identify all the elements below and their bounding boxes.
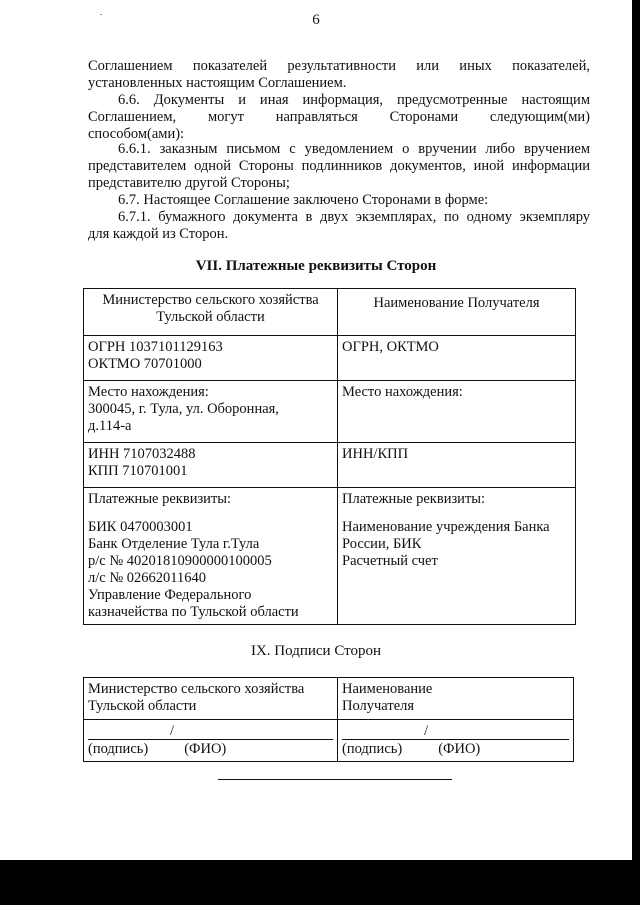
fio-label: (ФИО) [184, 741, 227, 757]
cell-text: Управление Федерального [88, 587, 252, 603]
footer-rule [218, 779, 452, 780]
signature-line [88, 723, 333, 740]
recipient-header-cell [338, 289, 576, 336]
cell-text: Министерство сельского хозяйства [88, 681, 305, 697]
table-row [84, 488, 576, 625]
cell-text: Место нахождения: [88, 384, 209, 400]
cell-text: ИНН 7107032488 [88, 446, 196, 462]
cell-text: Тульской области [156, 309, 265, 325]
ministry-header-cell [84, 289, 338, 336]
paragraph-line: 6.6. Документы и иная информация, предусмотренные настоящим [118, 92, 590, 108]
scan-edge-bottom [0, 860, 640, 905]
ministry-signature-cell [84, 720, 338, 762]
cell-text: Место нахождения: [342, 384, 463, 400]
paragraph-6-7-1 [88, 209, 590, 243]
signature-label: (подпись) [342, 741, 403, 757]
paragraph-line: способом(ами): [88, 126, 185, 142]
table-row [84, 381, 576, 443]
paragraph-6-6-1 [88, 141, 590, 192]
paragraph-6-6 [88, 92, 590, 143]
paragraph-line: 6.6.1. заказным письмом с уведомлением о вручении либо вручением [118, 141, 590, 157]
cell-text: Наименование учреждения Банка [342, 519, 550, 535]
cell-text: ОГРН, ОКТМО [342, 339, 439, 355]
cell-text: Получателя [342, 698, 415, 714]
recipient-signature-cell [338, 720, 574, 762]
table-row [84, 720, 574, 762]
cell-text: Платежные реквизиты: [342, 491, 486, 507]
ministry-signature-header [84, 678, 338, 720]
paragraph-line: представителем одной Стороны подлинников документов, иной информации [88, 158, 590, 174]
inn-left-cell [84, 443, 338, 488]
table-row [84, 289, 576, 336]
paragraph-line: Соглашением показателей результативности или иных показателей, [88, 58, 590, 74]
cell-text: Платежные реквизиты: [88, 491, 232, 507]
paragraph-line: 6.7. Настоящее Соглашение заключено Сторонами в форме: [118, 192, 489, 208]
paragraph-line: Соглашением, могут направляться Сторонами следующим(ми) [88, 109, 590, 125]
cell-text: р/с № 40201810900000100005 [88, 553, 272, 569]
paragraph-6-7 [88, 192, 590, 209]
cell-text: Тульской области [88, 698, 197, 714]
payment-right-cell [338, 488, 576, 625]
location-right-cell [338, 381, 576, 443]
table-row [84, 678, 574, 720]
cell-text: ОКТМО 70701000 [88, 356, 202, 372]
table-row [84, 443, 576, 488]
ogrn-left-cell [84, 336, 338, 381]
table-row [84, 336, 576, 381]
payment-left-cell [84, 488, 338, 625]
cell-text: л/с № 02662011640 [88, 570, 206, 586]
signature-caption [88, 740, 333, 758]
paragraph-line: представителю другой Стороны; [88, 175, 290, 191]
paragraph-line: для каждой из Сторон. [88, 226, 229, 242]
cell-text: Наименование Получателя [373, 295, 540, 311]
cell-text: 300045, г. Тула, ул. Оборонная, [88, 401, 279, 417]
cell-text: России, БИК [342, 536, 422, 552]
cell-text: БИК 0470003001 [88, 519, 193, 535]
signature-line [342, 723, 569, 740]
fio-label: (ФИО) [438, 741, 481, 757]
section-9-title: IX. Подписи Сторон [250, 643, 382, 659]
cell-text: Расчетный счет [342, 553, 438, 569]
inn-right-cell [338, 443, 576, 488]
cell-text: ОГРН 1037101129163 [88, 339, 223, 355]
page-number: 6 [312, 12, 320, 28]
cell-text: Банк Отделение Тула г.Тула [88, 536, 260, 552]
cell-text: КПП 710701001 [88, 463, 188, 479]
signature-slash: / [424, 723, 429, 739]
cell-text: Министерство сельского хозяйства [102, 292, 319, 308]
scan-edge-right [632, 0, 640, 905]
paragraph-line: установленных настоящим Соглашением. [88, 75, 347, 91]
cell-text: д.114-а [88, 418, 132, 434]
ogrn-right-cell [338, 336, 576, 381]
location-left-cell [84, 381, 338, 443]
payment-details-table [83, 288, 576, 625]
signature-slash: / [170, 723, 175, 739]
signature-caption [342, 740, 569, 758]
paragraph-line: 6.7.1. бумажного документа в двух экземплярах, по одному экземпляру [118, 209, 590, 225]
cell-text: казначейства по Тульской области [88, 604, 299, 620]
cell-text: Наименование [342, 681, 433, 697]
signatures-table [83, 677, 574, 762]
cell-text: ИНН/КПП [342, 446, 409, 462]
paragraph-results [88, 58, 590, 92]
signature-label: (подпись) [88, 741, 149, 757]
section-7-title: VII. Платежные реквизиты Сторон [195, 258, 437, 274]
recipient-signature-header [338, 678, 574, 720]
